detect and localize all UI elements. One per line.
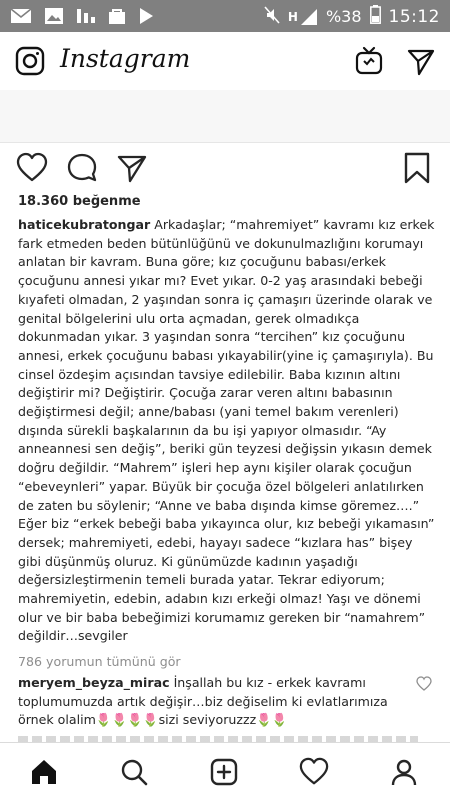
battery-label: %38 — [325, 7, 362, 26]
image-icon — [44, 7, 64, 25]
comment-text: İnşallah bu kız - erkek kavramı toplumumuzda artık değişir…biz değiselim ki evlatlarımıza örnek olalim🌷🌷🌷🌷sizi seviyoruzzz🌷🌷 — [18, 675, 388, 728]
comment-like-icon[interactable] — [416, 676, 432, 696]
share-icon[interactable] — [116, 152, 148, 188]
view-all-comments-link[interactable]: 786 yorumun tümünü gör — [18, 654, 181, 669]
post-actions — [0, 146, 450, 190]
app-title: Instagram — [60, 44, 191, 73]
comment-username[interactable]: meryem_beyza_mirac — [18, 675, 170, 690]
like-count[interactable]: 18.360 beğenme — [18, 194, 141, 209]
network-icon — [288, 8, 318, 26]
igtv-icon[interactable] — [354, 46, 384, 80]
search-icon[interactable] — [117, 755, 151, 789]
comment-item — [18, 674, 413, 730]
camera-icon[interactable] — [14, 45, 46, 81]
like-heart-icon[interactable] — [16, 152, 48, 188]
home-icon[interactable] — [27, 755, 61, 789]
activity-heart-icon[interactable] — [297, 755, 331, 789]
bookmark-icon[interactable] — [402, 152, 432, 188]
comment-icon[interactable] — [66, 152, 98, 188]
status-bar — [0, 0, 450, 32]
bag-icon — [108, 7, 126, 25]
direct-message-icon[interactable] — [406, 46, 436, 80]
bottom-nav — [0, 742, 450, 801]
mute-icon — [264, 6, 280, 28]
post-image-edge — [0, 90, 450, 143]
play-store-icon — [138, 7, 154, 25]
new-post-icon[interactable] — [207, 755, 241, 789]
caption-text: Arkadaşlar; “mahremiyet” kavramı kız erkek fark etmeden beden bütünlüğünü ve dokunulmazlığını korumayı anlatan bir kavram. Buna göre; kız çocuğunu babası/erkek çocuğunu annesi yıkar mı? Evet yıkar. 0-2 yaş arasındaki bebeği kıyafeti olmadan, 2 yaşından sonra iç çamaşırı üzerinde olarak ve genital bölgelerini ulu orta açmadan, gerek olmadıkça dokunmadan yıkar. 3 yaşından sonra “tercihen” kız çocuğunu annesi, erkek çocuğunu babası yıkayabilir(yine iç çamaşırıyla). Bu cinsel özdeşim açısından tavsiye edilebilir. Baba kızının altını değiştirir mi? Değiştirir. Çocuğa zarar veren altını babasının değiştirmesi değil; anne/babası (yani temel bakım verenleri) dışında sürekli başkalarının da bu işi yapıyor olmasıdır. “Ay anneannesi sen değiş”, beriki gün teyzesi değişsin yıkasın demek doğru değildir. “Mahrem” işleri hep aynı kişiler olarak çocuğun “ebeveynleri” yapar. Büyük bir çocuğa özel bölgeleri anlatılırken de zaten bu söylenir; “Anne ve baba dışında kimse göremez….” Eğer biz “erkek bebeği baba yıkayınca olur, kız bebeği yıkamasın” dersek; mahremiyeti, edebi, hayayı sadece “kızlara has” bişey gibi düşünmüş oluruz. Ki günümüzde kadının yaşadığı değersizleştirmenin temeli burada yatar. Tekrar ediyorum; mahremiyetin, edebin, adabın kızı erkeği olmaz! Yaşı ve dönemi olur ve bir baba bebeğimizi korumamız gereken bir “namahrem” değildir…sevgiler — [18, 217, 435, 644]
signal-app-icon — [76, 7, 96, 25]
next-comment-partial — [0, 732, 450, 742]
profile-icon[interactable] — [387, 755, 421, 789]
mail-icon — [10, 8, 32, 24]
network-label: H — [287, 9, 298, 24]
clock: 15:12 — [388, 6, 440, 27]
top-bar — [0, 32, 450, 91]
notification-icons — [10, 7, 154, 25]
battery-icon — [370, 5, 381, 28]
post-caption — [18, 216, 438, 646]
caption-username[interactable]: haticekubratongar — [18, 217, 151, 232]
